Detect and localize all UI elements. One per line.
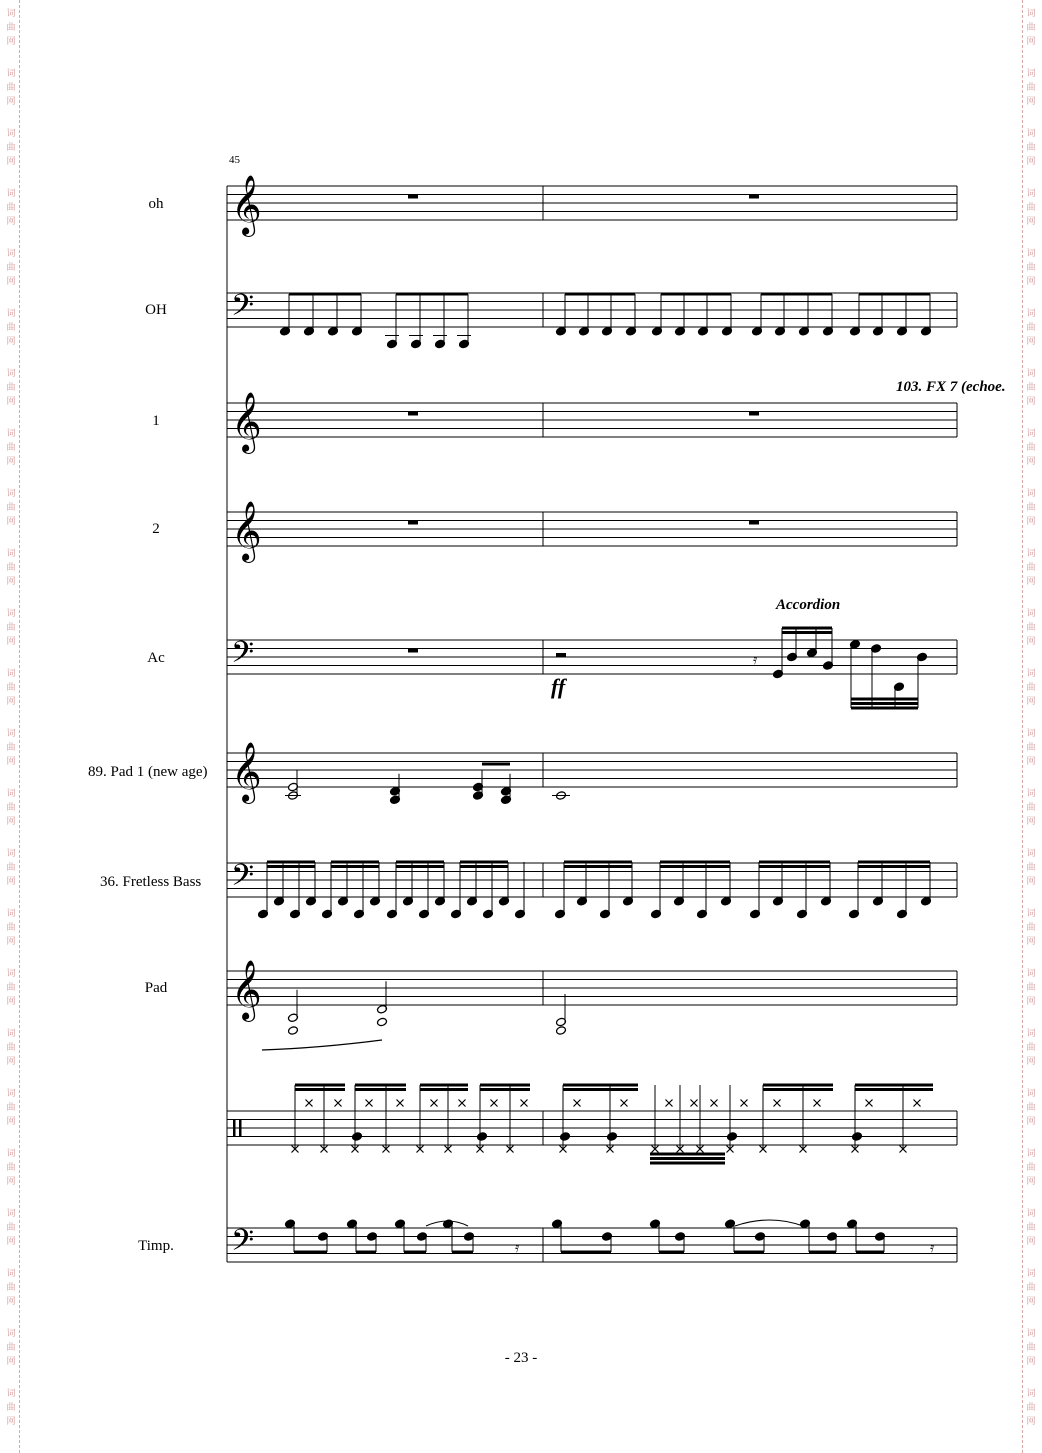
watermark-glyph: 网 — [1026, 276, 1036, 286]
beam — [782, 627, 832, 630]
watermark-glyph: 网 — [1026, 1296, 1036, 1306]
watermark-glyph: 曲 — [6, 202, 16, 212]
watermark-glyph: 词 — [6, 128, 16, 138]
watermark-glyph: 词 — [6, 188, 16, 198]
watermark-glyph: 曲 — [6, 262, 16, 272]
instrument-label-pad-new-age: 89. Pad 1 (new age) — [88, 764, 208, 780]
watermark-glyph: 词 — [6, 248, 16, 258]
watermark-glyph: 词 — [1026, 1028, 1036, 1038]
watermark-glyph: 词 — [1026, 1388, 1036, 1398]
watermark-glyph: 网 — [6, 1416, 16, 1426]
watermark-glyph: 曲 — [1026, 22, 1036, 32]
beam — [289, 293, 361, 296]
x-note-head — [691, 1100, 698, 1107]
watermark-glyph: 曲 — [1026, 262, 1036, 272]
watermark-glyph: 网 — [1026, 156, 1036, 166]
treble-clef: 𝄞 — [231, 392, 262, 452]
beam — [563, 1088, 638, 1091]
beam — [763, 1084, 833, 1087]
watermark-glyph: 词 — [1026, 308, 1036, 318]
tie — [735, 1220, 803, 1226]
watermark-glyph: 词 — [6, 848, 16, 858]
half-rest — [556, 653, 566, 657]
watermark-glyph: 曲 — [1026, 862, 1036, 872]
watermark-glyph: 网 — [1026, 36, 1036, 46]
watermark-glyph: 词 — [1026, 728, 1036, 738]
watermark-glyph: 曲 — [6, 1402, 16, 1412]
watermark-glyph: 曲 — [1026, 1282, 1036, 1292]
watermark-glyph: 网 — [1026, 1056, 1036, 1066]
watermark-glyph: 曲 — [1026, 922, 1036, 932]
watermark-glyph: 曲 — [6, 622, 16, 632]
beam — [294, 1251, 327, 1254]
beam — [759, 865, 830, 868]
watermark-glyph: 词 — [6, 1028, 16, 1038]
note-head — [607, 1132, 618, 1142]
beam — [396, 861, 444, 864]
note-head — [288, 1026, 299, 1036]
whole-rest — [408, 412, 418, 416]
percussion-clef — [239, 1120, 242, 1137]
watermark-glyph: 词 — [1026, 248, 1036, 258]
instrument-label-2: 2 — [152, 521, 160, 537]
watermark-glyph: 词 — [6, 668, 16, 678]
beam — [564, 865, 632, 868]
watermark-glyph: 网 — [6, 996, 16, 1006]
beam — [331, 861, 379, 864]
x-note-head — [366, 1100, 373, 1107]
watermark-glyph: 词 — [6, 368, 16, 378]
watermark-glyph: 网 — [1026, 1236, 1036, 1246]
watermark-glyph: 网 — [6, 756, 16, 766]
beam — [331, 865, 379, 868]
watermark-glyph: 曲 — [1026, 1102, 1036, 1112]
watermark-glyph: 词 — [6, 1328, 16, 1338]
watermark-glyph: 曲 — [6, 1162, 16, 1172]
beam — [809, 1251, 836, 1254]
beam — [851, 702, 918, 705]
beam — [460, 865, 508, 868]
watermark-glyph: 网 — [6, 696, 16, 706]
watermark-glyph: 词 — [6, 788, 16, 798]
watermark-glyph: 词 — [1026, 428, 1036, 438]
beam — [480, 1084, 530, 1087]
x-note-head — [814, 1100, 821, 1107]
watermark-glyph: 网 — [6, 576, 16, 586]
beam — [650, 1153, 725, 1156]
watermark-glyph: 网 — [1026, 516, 1036, 526]
measure-number: 45 — [229, 154, 240, 166]
watermark-glyph: 曲 — [1026, 1222, 1036, 1232]
x-note-head — [711, 1100, 718, 1107]
watermark-glyph: 词 — [1026, 908, 1036, 918]
watermark-glyph: 词 — [6, 908, 16, 918]
watermark-glyph: 词 — [1026, 968, 1036, 978]
beam — [482, 763, 510, 766]
beam — [859, 293, 930, 296]
bass-clef: 𝄢 — [231, 289, 255, 330]
watermark-glyph: 曲 — [6, 22, 16, 32]
watermark-glyph: 曲 — [6, 922, 16, 932]
watermark-glyph: 词 — [1026, 68, 1036, 78]
watermark-glyph: 曲 — [6, 1342, 16, 1352]
watermark-glyph: 词 — [6, 1268, 16, 1278]
watermark-glyph: 词 — [1026, 1208, 1036, 1218]
watermark-glyph: 曲 — [1026, 1162, 1036, 1172]
note-head — [560, 1132, 571, 1142]
beam — [858, 861, 930, 864]
watermark-glyph: 词 — [1026, 788, 1036, 798]
watermark-glyph: 词 — [6, 1088, 16, 1098]
note-head — [727, 1132, 738, 1142]
beam — [650, 1162, 725, 1165]
beam — [761, 293, 832, 296]
watermark-glyph: 网 — [6, 96, 16, 106]
watermark-glyph: 曲 — [6, 982, 16, 992]
beam — [650, 1157, 725, 1160]
beam — [851, 698, 918, 701]
beam — [396, 865, 444, 868]
watermark-glyph: 词 — [6, 968, 16, 978]
watermark-glyph: 网 — [1026, 756, 1036, 766]
beam — [564, 861, 632, 864]
watermark-glyph: 曲 — [1026, 1342, 1036, 1352]
page-number: - 23 - — [504, 1350, 538, 1366]
beam — [763, 1088, 833, 1091]
beam — [480, 1088, 530, 1091]
watermark-glyph: 曲 — [1026, 982, 1036, 992]
watermark-glyph: 词 — [6, 1388, 16, 1398]
watermark-glyph: 词 — [1026, 608, 1036, 618]
bass-clef: 𝄢 — [231, 859, 255, 900]
note-head — [852, 1132, 863, 1142]
x-note-head — [866, 1100, 873, 1107]
watermark-glyph: 曲 — [6, 82, 16, 92]
x-note-head — [621, 1100, 628, 1107]
watermark-glyph: 曲 — [1026, 502, 1036, 512]
watermark-glyph: 网 — [6, 876, 16, 886]
whole-rest — [408, 649, 418, 653]
watermark-glyph: 曲 — [6, 862, 16, 872]
beam — [420, 1084, 468, 1087]
watermark-glyph: 网 — [1026, 996, 1036, 1006]
watermark-glyph: 词 — [6, 488, 16, 498]
beam — [734, 1251, 764, 1254]
watermark-glyph: 网 — [1026, 456, 1036, 466]
beam — [355, 1084, 406, 1087]
watermark-glyph: 曲 — [1026, 1402, 1036, 1412]
x-note-head — [666, 1100, 673, 1107]
watermark-glyph: 网 — [1026, 936, 1036, 946]
instrument-label-pad: Pad — [144, 980, 168, 996]
watermark-glyph: 网 — [1026, 696, 1036, 706]
rest: 𝄿 — [930, 1240, 935, 1256]
watermark-glyph: 网 — [1026, 336, 1036, 346]
watermark-glyph: 曲 — [6, 502, 16, 512]
watermark-glyph: 曲 — [1026, 322, 1036, 332]
beam — [356, 1251, 376, 1254]
watermark-glyph: 词 — [1026, 1328, 1036, 1338]
watermark-glyph: 网 — [6, 516, 16, 526]
watermark-glyph: 曲 — [1026, 442, 1036, 452]
watermark-glyph: 网 — [6, 156, 16, 166]
instrument-label-1: 1 — [152, 413, 160, 429]
watermark-glyph: 网 — [1026, 816, 1036, 826]
instrument-label-timp: Timp. — [138, 1238, 174, 1254]
watermark-glyph: 网 — [6, 936, 16, 946]
watermark-glyph: 网 — [6, 36, 16, 46]
watermark-glyph: 网 — [6, 216, 16, 226]
beam — [660, 865, 730, 868]
watermark-glyph: 词 — [6, 8, 16, 18]
beam — [404, 1251, 426, 1254]
watermark-glyph: 曲 — [1026, 82, 1036, 92]
watermark-glyph: 曲 — [6, 382, 16, 392]
instrument-label-OH: OH — [145, 302, 167, 318]
watermark-glyph: 曲 — [1026, 202, 1036, 212]
x-note-head — [397, 1100, 404, 1107]
watermark-glyph: 曲 — [1026, 562, 1036, 572]
beam — [267, 865, 315, 868]
x-note-head — [459, 1100, 466, 1107]
x-note-head — [574, 1100, 581, 1107]
watermark-glyph: 网 — [1026, 636, 1036, 646]
watermark-glyph: 网 — [6, 336, 16, 346]
beam — [851, 707, 918, 710]
watermark-glyph: 网 — [1026, 576, 1036, 586]
note-head — [556, 1026, 567, 1036]
watermark-glyph: 词 — [1026, 668, 1036, 678]
watermark-glyph: 网 — [6, 1116, 16, 1126]
watermark-glyph: 词 — [1026, 488, 1036, 498]
watermark-glyph: 曲 — [6, 442, 16, 452]
watermark-glyph: 网 — [1026, 216, 1036, 226]
beam — [295, 1088, 345, 1091]
watermark-glyph: 曲 — [6, 1042, 16, 1052]
watermark-glyph: 词 — [1026, 1088, 1036, 1098]
beam — [565, 293, 635, 296]
watermark-glyph: 网 — [6, 816, 16, 826]
beam — [563, 1084, 638, 1087]
dynamic-marking: ff — [551, 674, 566, 699]
treble-clef: 𝄞 — [231, 175, 262, 235]
watermark-glyph: 网 — [1026, 1116, 1036, 1126]
beam — [660, 861, 730, 864]
watermark-glyph: 网 — [1026, 1176, 1036, 1186]
instrument-label-ac: Ac — [147, 650, 165, 666]
beam — [355, 1088, 406, 1091]
watermark-glyph: 网 — [6, 1056, 16, 1066]
watermark-glyph: 词 — [1026, 8, 1036, 18]
watermark-glyph: 词 — [1026, 368, 1036, 378]
x-note-head — [521, 1100, 528, 1107]
watermark-glyph: 曲 — [6, 142, 16, 152]
treble-clef: 𝄞 — [231, 501, 262, 561]
watermark-glyph: 网 — [6, 276, 16, 286]
watermark-glyph: 词 — [1026, 548, 1036, 558]
instrument-label-fretless-bass: 36. Fretless Bass — [100, 874, 202, 890]
watermark-glyph: 词 — [6, 428, 16, 438]
beam — [295, 1084, 345, 1087]
note-head — [352, 1132, 363, 1142]
beam — [396, 293, 468, 296]
watermark-glyph: 词 — [1026, 1148, 1036, 1158]
whole-rest — [749, 412, 759, 416]
watermark-glyph: 曲 — [1026, 1042, 1036, 1052]
x-note-head — [306, 1100, 313, 1107]
percussion-clef — [233, 1120, 236, 1137]
watermark-glyph: 词 — [1026, 188, 1036, 198]
watermark-glyph: 词 — [6, 68, 16, 78]
beam — [782, 631, 832, 634]
watermark-glyph: 网 — [6, 456, 16, 466]
watermark-glyph: 曲 — [1026, 142, 1036, 152]
watermark-glyph: 词 — [1026, 1268, 1036, 1278]
watermark-glyph: 网 — [6, 1236, 16, 1246]
watermark-glyph: 网 — [1026, 1356, 1036, 1366]
beam — [420, 1088, 468, 1091]
beam — [452, 1251, 473, 1254]
watermark-glyph: 曲 — [6, 802, 16, 812]
x-note-head — [335, 1100, 342, 1107]
sixteenth-rest: 𝄿 — [753, 652, 758, 668]
watermark-glyph: 曲 — [6, 322, 16, 332]
watermark-glyph: 曲 — [6, 1222, 16, 1232]
beam — [855, 1084, 933, 1087]
rest: 𝄿 — [515, 1240, 520, 1256]
watermark-glyph: 曲 — [6, 1282, 16, 1292]
x-note-head — [741, 1100, 748, 1107]
whole-rest — [749, 521, 759, 525]
watermark-glyph: 网 — [1026, 1416, 1036, 1426]
beam — [267, 861, 315, 864]
bass-clef: 𝄢 — [231, 1224, 255, 1265]
watermark-glyph: 网 — [1026, 96, 1036, 106]
watermark-glyph: 曲 — [1026, 802, 1036, 812]
instrument-label-oh: oh — [148, 196, 164, 212]
beam — [858, 865, 930, 868]
treble-clef: 𝄞 — [231, 742, 262, 802]
watermark-glyph: 网 — [6, 1176, 16, 1186]
beam — [856, 1251, 884, 1254]
x-note-head — [914, 1100, 921, 1107]
watermark-glyph: 网 — [1026, 876, 1036, 886]
whole-rest — [408, 195, 418, 199]
watermark-glyph: 曲 — [1026, 622, 1036, 632]
beam — [661, 293, 731, 296]
watermark-glyph: 词 — [6, 1148, 16, 1158]
watermark-glyph: 曲 — [6, 1102, 16, 1112]
beam — [561, 1251, 611, 1254]
watermark-glyph: 词 — [6, 308, 16, 318]
watermark-glyph: 词 — [6, 728, 16, 738]
watermark-glyph: 词 — [6, 548, 16, 558]
whole-rest — [749, 195, 759, 199]
accordion-annotation: Accordion — [776, 597, 841, 613]
watermark-glyph: 词 — [6, 608, 16, 618]
watermark-glyph: 网 — [6, 1296, 16, 1306]
watermark-glyph: 网 — [6, 636, 16, 646]
note-head — [377, 1017, 388, 1027]
watermark-glyph: 曲 — [6, 682, 16, 692]
watermark-glyph: 词 — [1026, 848, 1036, 858]
watermark-glyph: 曲 — [6, 562, 16, 572]
whole-rest — [408, 521, 418, 525]
fx-annotation: 103. FX 7 (echoe. — [896, 379, 1006, 395]
watermark-glyph: 词 — [6, 1208, 16, 1218]
x-note-head — [491, 1100, 498, 1107]
bass-clef: 𝄢 — [231, 636, 255, 677]
watermark-glyph: 词 — [1026, 128, 1036, 138]
x-note-head — [774, 1100, 781, 1107]
watermark-glyph: 曲 — [6, 742, 16, 752]
watermark-glyph: 曲 — [1026, 742, 1036, 752]
watermark-glyph: 网 — [6, 1356, 16, 1366]
slur — [262, 1040, 382, 1050]
watermark-glyph: 曲 — [1026, 682, 1036, 692]
x-note-head — [431, 1100, 438, 1107]
watermark-glyph: 网 — [1026, 396, 1036, 406]
watermark-glyph: 曲 — [1026, 382, 1036, 392]
note-head — [477, 1132, 488, 1142]
beam — [659, 1251, 684, 1254]
treble-clef: 𝄞 — [231, 960, 262, 1020]
beam — [759, 861, 830, 864]
beam — [855, 1088, 933, 1091]
beam — [460, 861, 508, 864]
watermark-glyph: 网 — [6, 396, 16, 406]
